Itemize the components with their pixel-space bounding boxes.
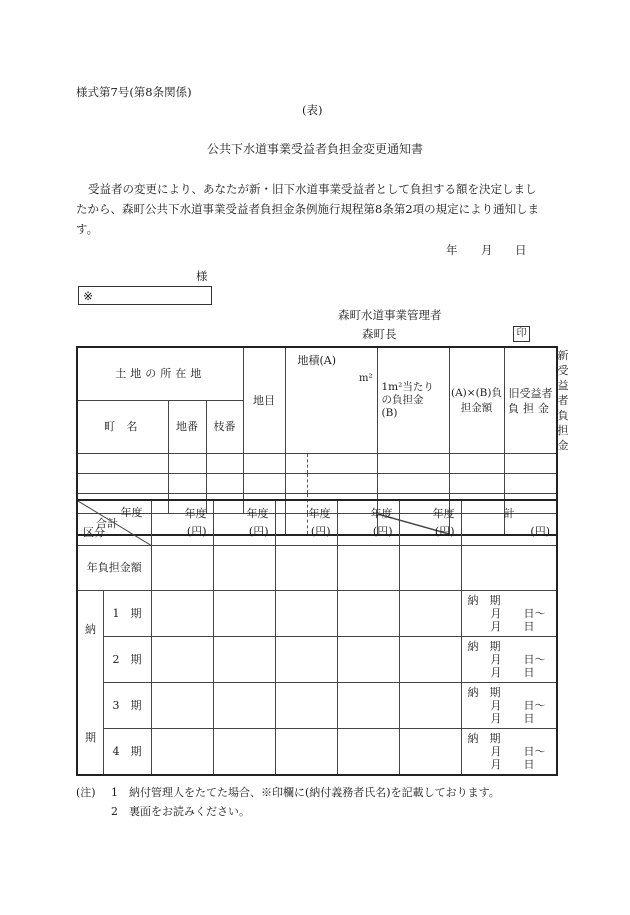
day-from-label: 日～ [523, 745, 546, 758]
yen-label: (円) [434, 525, 455, 538]
month-label: 月 [490, 607, 502, 620]
fiscal-year-column [213, 500, 275, 546]
period-cell[interactable] [399, 683, 461, 729]
form-number: 様式第7号(第8条関係) [76, 85, 192, 99]
date-day: 日 [515, 243, 527, 257]
issuer-title: 森町水道事業管理者 [338, 308, 442, 322]
day-label: 日 [523, 620, 535, 633]
fiscal-year-column [151, 500, 213, 546]
yen-label: (円) [248, 525, 269, 538]
due-date-cell[interactable] [461, 729, 557, 776]
month-label: 月 [490, 653, 502, 666]
fiscal-year-column [399, 500, 461, 546]
seal-mark: 印 [513, 326, 530, 342]
notes-prefix: (注) [76, 786, 96, 799]
period-cell[interactable] [213, 637, 275, 683]
period-cell[interactable] [151, 591, 213, 637]
annual-cell[interactable] [275, 546, 337, 591]
old-cell[interactable] [504, 474, 557, 494]
due-label: 納 期 [467, 732, 501, 745]
area-dec-cell[interactable] [307, 474, 377, 494]
yen-label: (円) [372, 525, 393, 538]
land-row [77, 454, 557, 474]
period-cell[interactable] [399, 591, 461, 637]
addressee-box[interactable] [78, 286, 212, 305]
month-label: 月 [490, 699, 502, 712]
period-cell[interactable] [151, 683, 213, 729]
period-cell[interactable] [337, 637, 399, 683]
payment-label-2: 期 [85, 731, 96, 744]
period-label: 4 期 [103, 729, 151, 776]
period-cell[interactable] [151, 637, 213, 683]
period-row [77, 591, 557, 637]
payment-schedule-table [76, 499, 558, 776]
old-line-1: 旧受益者 [508, 386, 553, 400]
period-cell[interactable] [399, 637, 461, 683]
branch-header: 枝番 [206, 400, 243, 453]
product-line-1: (A)×(B)負 [451, 386, 502, 399]
fiscal-year-column [337, 500, 399, 546]
total-label: 計 [503, 507, 515, 520]
month-label: 月 [490, 745, 502, 758]
yen-label: (円) [530, 525, 550, 538]
area-int-cell[interactable] [285, 454, 307, 474]
period-cell[interactable] [337, 729, 399, 776]
per-sqm-cell[interactable] [377, 474, 449, 494]
year-label: 年度 [184, 507, 207, 520]
date-year: 年 [446, 243, 458, 257]
period-label: 1 期 [103, 591, 151, 637]
old-cell[interactable] [504, 454, 557, 474]
issuer-name: 森町長 [362, 327, 397, 341]
day-from-label: 日～ [523, 699, 546, 712]
town-header: 町 名 [77, 400, 168, 453]
year-label: 年度 [370, 507, 393, 520]
payment-label-1: 納 [85, 623, 96, 636]
area-header [285, 347, 377, 454]
per-sqm-line-1: 1m²当たり [381, 381, 434, 393]
annual-total-cell[interactable] [461, 546, 557, 591]
day-label: 日 [523, 712, 535, 725]
year-label: 年度 [432, 507, 455, 520]
due-date-cell[interactable] [461, 683, 557, 729]
month-label: 月 [490, 666, 502, 679]
per-sqm-line-2: の負担金 [381, 394, 424, 406]
due-label: 納 期 [467, 640, 501, 653]
month-label: 月 [490, 712, 502, 725]
category-label: 区分 [83, 526, 105, 539]
product-header [449, 347, 504, 454]
annual-cell[interactable] [213, 546, 275, 591]
per-sqm-cell[interactable] [377, 454, 449, 474]
period-cell[interactable] [213, 729, 275, 776]
period-cell[interactable] [213, 591, 275, 637]
body-line-3: す。 [76, 222, 99, 236]
period-cell[interactable] [337, 683, 399, 729]
period-cell[interactable] [151, 729, 213, 776]
day-from-label: 日～ [523, 653, 546, 666]
header-diagonal-cell [77, 500, 151, 546]
lot-header: 地番 [168, 400, 206, 453]
area-dec-cell[interactable] [307, 454, 377, 474]
fiscal-year-label: 年度 [120, 506, 143, 519]
period-cell[interactable] [337, 591, 399, 637]
land-row [77, 474, 557, 494]
period-cell[interactable] [213, 683, 275, 729]
product-cell[interactable] [449, 454, 504, 474]
land-table: 土地の所在地 地目 地積(A) m² 1m²当たり の負担金 (B) (A)×(B)負 担金額 旧受益者 負担金 新受益者 負担金 町 名 地番 枝番 合計 [76, 346, 558, 536]
annual-row [77, 546, 557, 591]
annual-cell[interactable] [399, 546, 461, 591]
day-label: 日 [523, 666, 535, 679]
addressee-mark: ※ [83, 289, 94, 303]
note-2: 2 裏面をお読みください。 [111, 805, 250, 818]
yen-label: (円) [310, 525, 331, 538]
total-label: 合計 [77, 514, 285, 536]
yen-label: (円) [186, 525, 207, 538]
per-sqm-line-3: (B) [381, 407, 398, 419]
year-label: 年度 [308, 507, 331, 520]
branch-cell[interactable] [206, 454, 243, 474]
area-int-cell[interactable] [285, 474, 307, 494]
area-label: 地積(A) [297, 354, 337, 367]
due-label: 納 期 [467, 686, 501, 699]
location-header: 土地の所在地 [77, 347, 243, 400]
period-label: 3 期 [103, 683, 151, 729]
day-label: 日 [523, 758, 535, 771]
addressee-suffix: 様 [196, 269, 208, 283]
due-date-cell[interactable] [461, 637, 557, 683]
category-header: 地目 [243, 347, 285, 454]
period-cell[interactable] [275, 729, 337, 776]
old-beneficiary-header [504, 347, 557, 454]
lot-cell[interactable] [168, 474, 206, 494]
period-cell[interactable] [275, 637, 337, 683]
payment-period-label [77, 591, 103, 776]
period-row [77, 637, 557, 683]
document-title: 公共下水道事業受益者負担金変更通知書 [207, 142, 424, 156]
day-from-label: 日～ [523, 607, 546, 620]
product-line-2: 担金額 [460, 401, 493, 414]
date-month: 月 [481, 243, 493, 257]
branch-cell[interactable] [206, 474, 243, 494]
period-row [77, 729, 557, 776]
category-cell[interactable] [243, 474, 285, 494]
month-label: 月 [490, 620, 502, 633]
old-line-2: 負担金 [508, 401, 553, 415]
due-date-cell[interactable] [461, 591, 557, 637]
month-label: 月 [490, 758, 502, 771]
product-cell[interactable] [449, 474, 504, 494]
lot-cell[interactable] [168, 454, 206, 474]
due-label: 納 期 [467, 594, 501, 607]
annual-label: 年負担金額 [77, 546, 151, 591]
per-sqm-header [377, 347, 449, 454]
body-text [76, 179, 556, 239]
town-cell[interactable] [77, 454, 168, 474]
body-line-1: 受益者の変更により、あなたが新・旧下水道事業受益者として負担する額を決定しまし [88, 182, 537, 196]
note-1: 1 納付管理人をたてた場合、※印欄に(納付義務者氏名)を記載しております。 [111, 786, 500, 799]
fiscal-year-column [275, 500, 337, 546]
period-label: 2 期 [103, 637, 151, 683]
period-cell[interactable] [399, 729, 461, 776]
total-column [461, 500, 557, 546]
year-label: 年度 [246, 507, 269, 520]
category-cell[interactable] [243, 454, 285, 474]
period-cell[interactable] [275, 683, 337, 729]
annual-cell[interactable] [151, 546, 213, 591]
annual-cell[interactable] [337, 546, 399, 591]
side-label: (表) [302, 103, 323, 117]
period-cell[interactable] [275, 591, 337, 637]
town-cell[interactable] [77, 474, 168, 494]
period-row [77, 683, 557, 729]
area-unit: m² [359, 373, 373, 384]
body-line-2: たから、森町公共下水道事業受益者負担金条例施行規程第8条第2項の規定により通知しま [76, 202, 540, 216]
